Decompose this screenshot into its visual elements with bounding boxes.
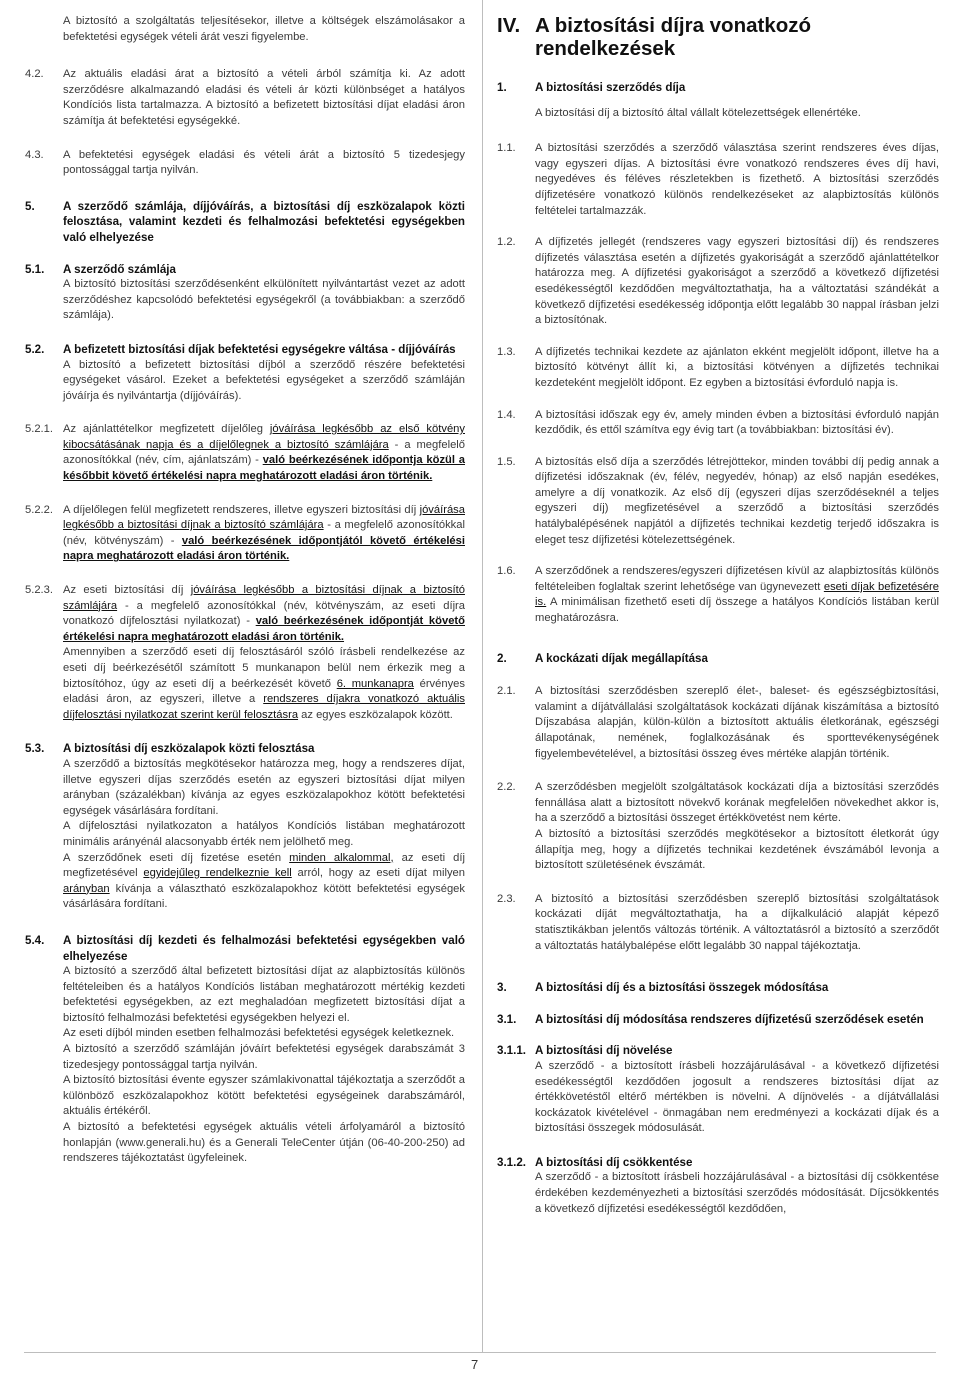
section-3-heading [497, 980, 939, 996]
section-5-2-3 [25, 583, 465, 723]
section-number: 5.2.3. [25, 584, 53, 597]
section-5-4-text [63, 964, 465, 1167]
underlined-run: 6. munkanapra [336, 677, 414, 690]
paragraph: A szerződésben megjelölt szolgáltatások kockázati díja a biztosítási szerződés fennállása alatt a biztosított növekvő korának megfelelően növekedhet akkor is, ha a szerződő a biztosítási összeget értékkövetést nem kérte. [535, 781, 939, 825]
section-number: 5.2. [25, 342, 45, 356]
section-number: 2.3. [497, 892, 516, 905]
section-number: 3. [497, 981, 507, 995]
section-1-3 [497, 345, 939, 392]
section-number: 1.1. [497, 142, 516, 155]
text-run: - a megfelelő azonosítókkal (név, kötvényszám) - [63, 519, 465, 547]
paragraph: A díjfelosztási nyilatkozaton a hatályos Kondíciós listában meghatározott minimális arányénál alacsonyabb érték nem jelölhető meg. [63, 820, 465, 848]
chapter-title: A biztosítási díjra vonatkozó rendelkezések [535, 14, 812, 60]
section-number: 1.2. [497, 236, 516, 249]
section-number: 1.5. [497, 455, 516, 468]
section-3-1-2-heading [497, 1155, 939, 1171]
section-number: 3.1.1. [497, 1044, 527, 1058]
section-number: 5.3. [25, 742, 45, 756]
left-column [25, 14, 465, 1167]
section-title: A szerződő számlája, díjjóváírás, a biztosítási díj eszközalapok közti felosztása, valamint kezdeti és felhalmozási befektetési egységekben való elhelyezése [63, 199, 465, 244]
section-text [535, 564, 939, 626]
paragraph: A biztosító a szerződő által befizetett biztosítási díjat az alapbiztosítás különös feltételeiben és a hatályos Kondíciós listában meghatározott mértékig kezdeti befektetési egységekben, az ezt meghaladóan megfizetett biztosítási díjat a biztosító felhalmozási befektetési egységekben helyezi el. [63, 965, 465, 1024]
chapter-heading [497, 14, 939, 60]
section-5-3-text [63, 757, 465, 913]
section-5-3-heading [25, 741, 465, 757]
section-title: A szerződő számlája [63, 262, 176, 276]
section-text: A biztosítási időszak egy év, amely minden évben a biztosítási évforduló napján kezdődik, és ettől számítva egy évig tart (a továbbiakban: biztosítási év). [535, 408, 939, 437]
section-title: A biztosítási díj csökkentése [535, 1155, 693, 1169]
underlined-run: eseti díjak befizetésére is. [535, 580, 939, 609]
right-column [497, 14, 939, 1217]
section-5-2-text: A biztosító a befizetett biztosítási díjból a szerződő részére befektetési egységeket vásárol. Ezeket a befektetési egységeket a szerződő számláján jóváírja és nyilvántartja (díjjóváírás). [63, 358, 465, 402]
section-title: A biztosítási díj kezdeti és felhalmozási befektetési egységekben való elhelyezése [63, 933, 465, 963]
intro-paragraph: A biztosító a szolgáltatás teljesítésekor, illetve a költségek elszámolásakor a befektetési egységek vételi árát veszi figyelembe. [63, 15, 465, 43]
text-run: az eseti díj megfizetésével [63, 851, 465, 880]
text-run: arról, hogy az eseti díjat milyen [291, 867, 465, 880]
section-number: 5. [25, 199, 35, 213]
section-number: 1.6. [497, 565, 516, 578]
section-title: A befizetett biztosítási díjak befektetési egységekre váltása - díjjóváírás [63, 342, 456, 356]
paragraph: A biztosító a biztosítási szerződés megkötésekor a biztosított életkorát úgy állapítja meg, hogy a díjfizetés technikai kezdetének évszámából levonja a biztosított születésének évszámát. [535, 827, 939, 872]
section-number: 1.4. [497, 408, 516, 421]
text-run: - a megfelelő azonosítókkal (név, kötvényszám, az eseti díjra vonatkozó díjfelosztási nyilatkozat) - [63, 599, 465, 628]
text-run: A díjelőlegen felül megfizetett rendszeres, illetve egyszeri biztosítási díj [63, 503, 420, 516]
section-1-6 [497, 564, 939, 626]
text-run: kívánja a választható eszközalapokhoz kötött befektetési egységek vásárlására fordítani. [63, 882, 465, 911]
text-run: érvényes eladási áron, az egyszeri, illetve a [63, 677, 465, 706]
section-number: 5.4. [25, 933, 45, 947]
underlined-run: rendszeres díjakra vonatkozó aktuális díjfelosztási nyilatkozat szerint kerül felosztásra [63, 693, 465, 721]
text-run: Amennyiben a szerződő eseti díj felosztásáról szóló írásbeli rendelkezése az eseti díj beérkezésétől számított 5 munkanapon belül nem érkezik meg a biztosítóhoz, úgy az eseti díj a beérkezését követő [63, 646, 465, 690]
section-text: A díjfizetés technikai kezdete az ajánlaton ekként megjelölt időpont, illetve ha a biztosító kötvényt állít ki, a biztosítási kötvényen a díjfizetés technikai kezdeteként megjelölt időpont. Ez egyben a biztosítási évforduló napja is. [535, 345, 939, 389]
emphasis-run: való beérkezésének időpontjától követő értékelési napra meghatározott eladási áron történik. [63, 534, 465, 563]
section-number: 1. [497, 81, 507, 94]
section-5-4-heading [25, 933, 465, 964]
section-number: 5.1. [25, 262, 45, 276]
text-run: az egyes eszközalapok között. [298, 708, 453, 721]
section-text: A biztosítási szerződés a szerződő választása szerint rendszeres éves díjas, vagy egyszeri díjas. A biztosítási évre vonatkozó rendszeres éves díj havi, negyedéves és féléves részletekben is fizethető. A biztosítási szerződés díjfizetésére vonatkozó különös rendelkezéseket az alapbiztosítás különös feltételei tartalmazzák. [535, 142, 939, 217]
section-title: A biztosítási díj és a biztosítási összegek módosítása [535, 981, 829, 995]
emphasis-run: való beérkezésének időpontját követő értékelési napra meghatározott eladási áron történik. [63, 615, 465, 643]
section-number: 5.2.2. [25, 503, 53, 516]
section-title: A biztosítási díj módosítása rendszeres díjfizetésű szerződések esetén [535, 1012, 924, 1026]
section-text [63, 422, 465, 484]
underlined-run: arányban [63, 882, 110, 895]
section-5-2-heading [25, 342, 465, 358]
section-text [63, 583, 465, 723]
paragraph: A szerződő a biztosítás megkötésekor határozza meg, hogy a rendszeres díjat, illetve egyszeri díjas szerződés esetén az egyszeri biztosítási díjat milyen arányban (százalékban) kívánja az egyes eszközalapokhoz kötött befektetési egységek vásárlására fordítani. [63, 757, 465, 817]
section-3-1-heading [497, 1012, 939, 1028]
section-1-text: A biztosítási díj a biztosító által vállalt kötelezettségek ellenértéke. [535, 106, 861, 119]
paragraph: A biztosító a befektetési egységek aktuális vételi árfolyamáról a biztosító honlapján (www.generali.hu) és a Generali TeleCenter útján (06-40-200-250) ad rendszeres tájékoztatást ügyfeleinek. [63, 1121, 465, 1165]
section-5-2-1 [25, 422, 465, 484]
column-separator [482, 0, 483, 1352]
section-4-3 [25, 148, 465, 179]
paragraph: Az eseti díjból minden esetben felhalmozási befektetési egységek keletkeznek. [63, 1027, 455, 1040]
paragraph: A biztosító a szerződő számláján jóváírt befektetési egységek darabszámát 3 tizedesjegy pontossággal tartja nyilván. [63, 1043, 465, 1071]
section-1-2 [497, 235, 939, 329]
underlined-run: egyidejűleg rendelkeznie kell [143, 867, 292, 880]
section-number: 3.1. [497, 1012, 517, 1026]
section-3-1-2-text: A szerződő - a biztosított írásbeli hozzájárulásával - a biztosítási díj csökkentése érdekében kezdeményezheti a biztosítási szerződés módosítását. Díjcsökkentés a következő díjfizetési esedékességtől kezdődően, [535, 1171, 939, 1215]
section-text: A díjfizetés jellegét (rendszeres vagy egyszeri biztosítási díj) és rendszeres díjfizetés választása esetén a díjfizetés gyakoriságát a szerződő ajánlattételkor határozza meg. A díjfizetési gyakoriságot a szerződő a következő díjfizetési esedékességtől kezdődően megváltoztathatja, ha a változtatási szándékát a következő díjfizetési esedékesség időpontja előtt legalább 30 nappal írásban jelzi a biztosítónak. [535, 236, 939, 327]
section-title: A biztosítási szerződés díja [535, 81, 686, 94]
section-2-3 [497, 892, 939, 954]
emphasis-run: való beérkezésének időpontja közül a későbbit követő értékelési napra meghatározott eladási áron történik. [63, 454, 465, 483]
section-number: 2.1. [497, 685, 516, 698]
text-run: Az eseti biztosítási díj [63, 584, 191, 597]
section-1-4 [497, 408, 939, 439]
section-1-heading [497, 80, 939, 96]
chapter-number: IV. [497, 14, 521, 37]
page-number: 7 [471, 1357, 479, 1372]
section-1-5 [497, 455, 939, 549]
text-run: A minimálisan fizethető eseti díj összege a hatályos Kondíciós listában kerül meghatározásra. [535, 596, 939, 625]
text-run: - a megfelelő azonosítókkal (név, cím, ajánlatszám) - [63, 438, 466, 467]
section-5-1-heading [25, 262, 465, 278]
section-5-2-2 [25, 503, 465, 565]
section-number: 4.3. [25, 148, 44, 161]
section-number: 2.2. [497, 781, 516, 794]
section-text: A biztosító a biztosítási szerződésben szereplő biztosítási szolgáltatások kockázati díját megváltoztathatja, ha a díjkalkuláció alapját képező statisztikákban jelentős változás történik. A változtatásról a biztosító a szerződőt a változtatás hatálybalépése előtt legalább 30 nappal tájékoztatja. [535, 892, 939, 952]
underlined-run: minden alkalommal, [289, 851, 394, 864]
section-number: 1.3. [497, 345, 516, 358]
underlined-run: jóváírása legkésőbb az első kötvény kibocsátásának napja és a díjelőlegnek a biztosító számlájára [63, 423, 465, 451]
section-number: 3.1.2. [497, 1155, 527, 1169]
section-2-1 [497, 684, 939, 762]
section-number: 4.2. [25, 68, 44, 81]
section-text: Az aktuális eladási árat a biztosító a vételi árból számítja ki. Az adott szerződésre alkalmazandó eladási és vételi ár közti különbséget a hatályos Kondíciós lista tartalmazza. A biztosító a befizetett biztosítási díjat eladási áron számítja át befektetési egységekké. [63, 68, 465, 127]
section-3-1-1-text: A szerződő - a biztosított írásbeli hozzájárulásával - a következő díjfizetési esedékességtől kezdődően jogosult a rendszeres biztosítási díjat az értékkövetéstől eltérő mértékben is növelni. A díjnövelés - a díjátvállalási kockázatok kivételével - önmagában nem eredményezi a kockázati díjak és a biztosítási összegek módosulását. [535, 1059, 939, 1135]
section-text: A befektetési egységek eladási és vételi árát a biztosító 5 tizedesjegy pontossággal tartja nyilván. [63, 148, 465, 177]
section-number: 5.2.1. [25, 423, 53, 436]
text-run: A szerződőnek a rendszeres/egyszeri díjfizetésen kívül az alapbiztosítás különös feltételeiben foglaltak szerint lehetősége van ügynevezett [535, 565, 939, 593]
section-text [535, 780, 939, 874]
section-2-heading [497, 651, 939, 667]
paragraph: A biztosító biztosítási évente egyszer számlakivonattal tájékoztatja a szerződőt a különböző eszközalapokhoz kötött befektetési egységeinek darabszámáról, aktuális értékéről. [63, 1074, 465, 1118]
section-text: A biztosítás első díja a szerződés létrejöttekor, minden további díj pedig annak a díjfizetési időszaknak (év, félév, negyedév, hónap) az első napján esedékes, amelyre a díj vonatkozik. Az első díj (egyszeri díjas szerződéseknél a teljes egyszeri díj) megfizetésével a szerződő a biztosítási szerződés hatálybalépésének napjától a díjfizetés technikai kezdetig terjedő időszakra is eleget tesz díjfizetési kötelezettségének. [535, 455, 939, 546]
section-3-1-1-heading [497, 1043, 939, 1059]
section-text [63, 503, 465, 565]
underlined-run: jóváírása legkésőbb a biztosítási díjnak a biztosító számlájára [63, 584, 465, 612]
paragraph [63, 851, 465, 913]
section-text: A biztosítási szerződésben szereplő élet-, baleset- és egészségbiztosítási, valamint a díjátvállalási szolgáltatások kockázati díjának kiszámítása a biztosító Díjszabása alapján, külön-külön a biztosított aktuális életkorának, egészségi állapotának, nemének, foglalkozásának és sporttevékenységének figyelembevételével, a biztosítási összeg éves mértéke alapján történik. [535, 685, 939, 760]
section-5-1-text: A biztosító biztosítási szerződésenként elkülönített nyilvántartást vezet az adott szerződéshez kapcsolódó befektetési egységekről (a továbbiakban: a szerződő számlája). [63, 278, 465, 322]
section-4-2 [25, 67, 465, 129]
section-title: A biztosítási díj növelése [535, 1044, 673, 1058]
section-5-heading [25, 199, 465, 246]
footer-rule [24, 1352, 936, 1353]
text-run: A szerződőnek eseti díj fizetése esetén [63, 851, 290, 864]
text-run: Az ajánlattételkor megfizetett díjelőleg [63, 423, 270, 436]
section-1-1 [497, 141, 939, 219]
section-title: A biztosítási díj eszközalapok közti felosztása [63, 742, 315, 756]
underlined-run: jóváírása legkésőbb a biztosítási díjnak a biztosító számlájára [63, 503, 465, 532]
section-title: A kockázati díjak megállapítása [535, 651, 708, 665]
section-number: 2. [497, 651, 507, 665]
section-2-2 [497, 780, 939, 874]
